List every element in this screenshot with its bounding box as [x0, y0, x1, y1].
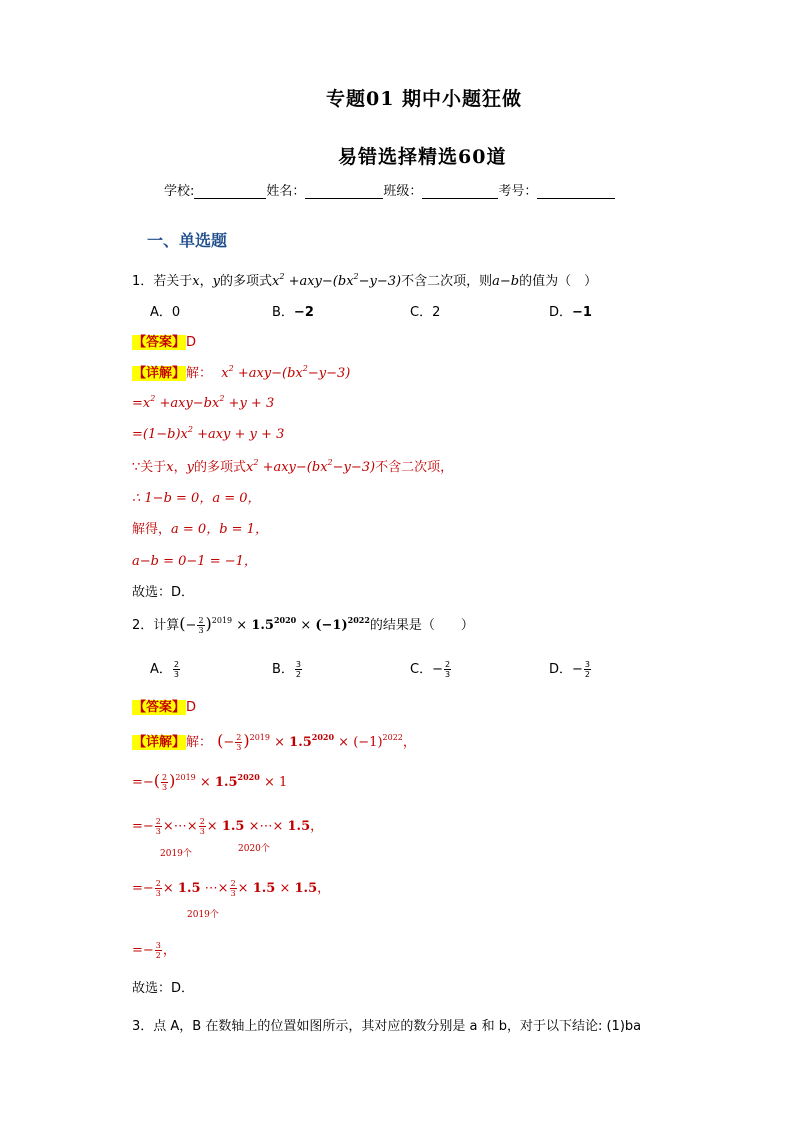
detail-prefix: 解：: [186, 366, 213, 381]
section-title: 一、单选题: [147, 231, 228, 250]
solve-label: 解得，: [132, 522, 172, 537]
option-numerator: 2: [444, 660, 451, 669]
option-sign: −: [572, 662, 583, 677]
option-denominator: 2: [295, 670, 302, 679]
option-value: 0: [171, 305, 181, 320]
q1-stem-d: 的值为（ ）: [519, 274, 598, 289]
answer-tag: 【答案】: [133, 335, 186, 350]
count-2019-label: 2019个: [160, 849, 192, 859]
q1-stem-c: 不含二次项，则: [401, 274, 493, 289]
q1-detail-line-4: ∵关于x，y的多项式$x^2 +axy-(bx^2-y-3)$不含二次项，: [132, 458, 454, 475]
q2-detail-line-5: =− $\frac{3}{2}$ ，: [132, 941, 176, 960]
count-2020-label: 2020个: [238, 844, 270, 854]
count-2019-label-2: 2019个: [187, 910, 219, 920]
q1-detail-line-7: a−b = 0−1 = −1，: [132, 554, 257, 569]
answer-value: D: [186, 700, 197, 715]
q1-detail-line-1: 【详解】解： $x^2 +axy-(bx^2-y-3)$: [133, 364, 351, 381]
q1-detail-line-2: $=x^2 +axy-bx^2 +y + 3$: [132, 394, 275, 411]
q1-option-d[interactable]: [549, 301, 592, 320]
school-blank: [194, 184, 266, 199]
option-label: A．: [150, 662, 172, 677]
info-line: [164, 180, 615, 199]
q2-answer-line: [132, 696, 196, 715]
q2-option-a[interactable]: [150, 658, 181, 679]
name-label: 姓名：: [266, 184, 306, 199]
because-a: ∵关于: [132, 460, 167, 475]
detail-prefix: 解：: [186, 735, 213, 750]
q2-detail-line-1: 【详解】解： (− $\frac{2}{3}$ )$^{2019} \times 1.5^{2020} \times (-1)^{2022}$，: [133, 731, 416, 752]
answer-tag: 【答案】: [133, 700, 186, 715]
option-label: B．: [272, 662, 294, 677]
school-label: 学校:: [164, 184, 195, 199]
option-numerator: 3: [295, 660, 302, 669]
q2-stem-a: 2．计算: [132, 618, 180, 633]
q2-detail-line-3: =− $\frac{2}{3}$ ×⋯× $\frac{2}{3}$ × 1.5 ×⋯× 1.5，: [132, 817, 324, 836]
option-denominator: 3: [444, 670, 451, 679]
q2-option-c[interactable]: [410, 658, 452, 679]
option-label: C．: [410, 305, 433, 320]
q1-detail-line-3: $=(1-b)x^2 +axy + y + 3$: [132, 425, 285, 442]
q1-stem-b: 的多项式: [220, 274, 273, 289]
option-label: C．: [410, 662, 433, 677]
page-title: 专题01 期中小题狂做: [326, 88, 523, 110]
option-label: B．: [272, 305, 294, 320]
because-b: 的多项式: [194, 460, 247, 475]
class-blank: [422, 184, 498, 199]
q1-stem-a: 1．若关于: [132, 274, 193, 289]
q2-option-b[interactable]: [272, 658, 303, 679]
question-2-stem: 2．计算(− $\frac{2}{3}$ )$^{2019} \times 1.5^{2020} \times (-1)^{2022}$的结果是（ ）: [132, 614, 474, 635]
q1-choose: 故选：D．: [132, 585, 195, 600]
question-3-stem: 3．点 A，B 在数轴上的位置如图所示，其对应的数分别是 a 和 b，对于以下结论: (1)ba: [132, 1019, 642, 1034]
q1-detail-line-5: ∴ 1−b = 0，a = 0，: [132, 491, 261, 506]
class-label: 班级：: [383, 184, 423, 199]
q2-detail-line-2: =−( $\frac{2}{3}$ )$^{2019} \times 1.5^{2020} \times 1$: [132, 771, 288, 792]
because-c: 不含二次项，: [375, 460, 454, 475]
name-blank: [305, 184, 383, 199]
option-denominator: 2: [584, 670, 591, 679]
number-label: 考号：: [498, 184, 538, 199]
detail-tag: 【详解】: [133, 735, 186, 750]
q1-option-b[interactable]: [272, 301, 314, 320]
detail-tag: 【详解】: [133, 366, 186, 381]
option-value: −2: [293, 305, 314, 320]
option-value: 2: [432, 305, 441, 320]
page-subtitle: 易错选择精选60道: [338, 146, 507, 168]
q2-choose: 故选：D．: [132, 981, 195, 996]
option-label: D．: [549, 662, 573, 677]
option-denominator: 3: [173, 670, 179, 679]
q1-answer-line: [132, 331, 196, 350]
question-1-stem: 1．若关于x，y的多项式$x^2 +axy-(bx^2-y-3)$不含二次项，则a−b的值为（ ）: [132, 272, 598, 289]
option-value: −1: [572, 305, 592, 320]
option-numerator: 2: [173, 660, 179, 669]
q1-option-a[interactable]: [150, 301, 180, 320]
answer-value: D: [186, 335, 197, 350]
q1-detail-line-6: 解得，a = 0，b = 1，: [132, 522, 268, 537]
option-label: D．: [549, 305, 573, 320]
option-label: A．: [150, 305, 172, 320]
option-numerator: 3: [584, 660, 591, 669]
q2-detail-line-4: =− $\frac{2}{3}$ × 1.5 ⋯× $\frac{2}{3}$ × 1.5 × 1.5，: [132, 879, 331, 898]
number-blank: [537, 184, 615, 199]
q2-stem-b: 的结果是（ ）: [369, 618, 474, 633]
q2-option-d[interactable]: [549, 658, 592, 679]
q1-option-c[interactable]: [410, 301, 440, 320]
option-sign: −: [432, 662, 443, 677]
